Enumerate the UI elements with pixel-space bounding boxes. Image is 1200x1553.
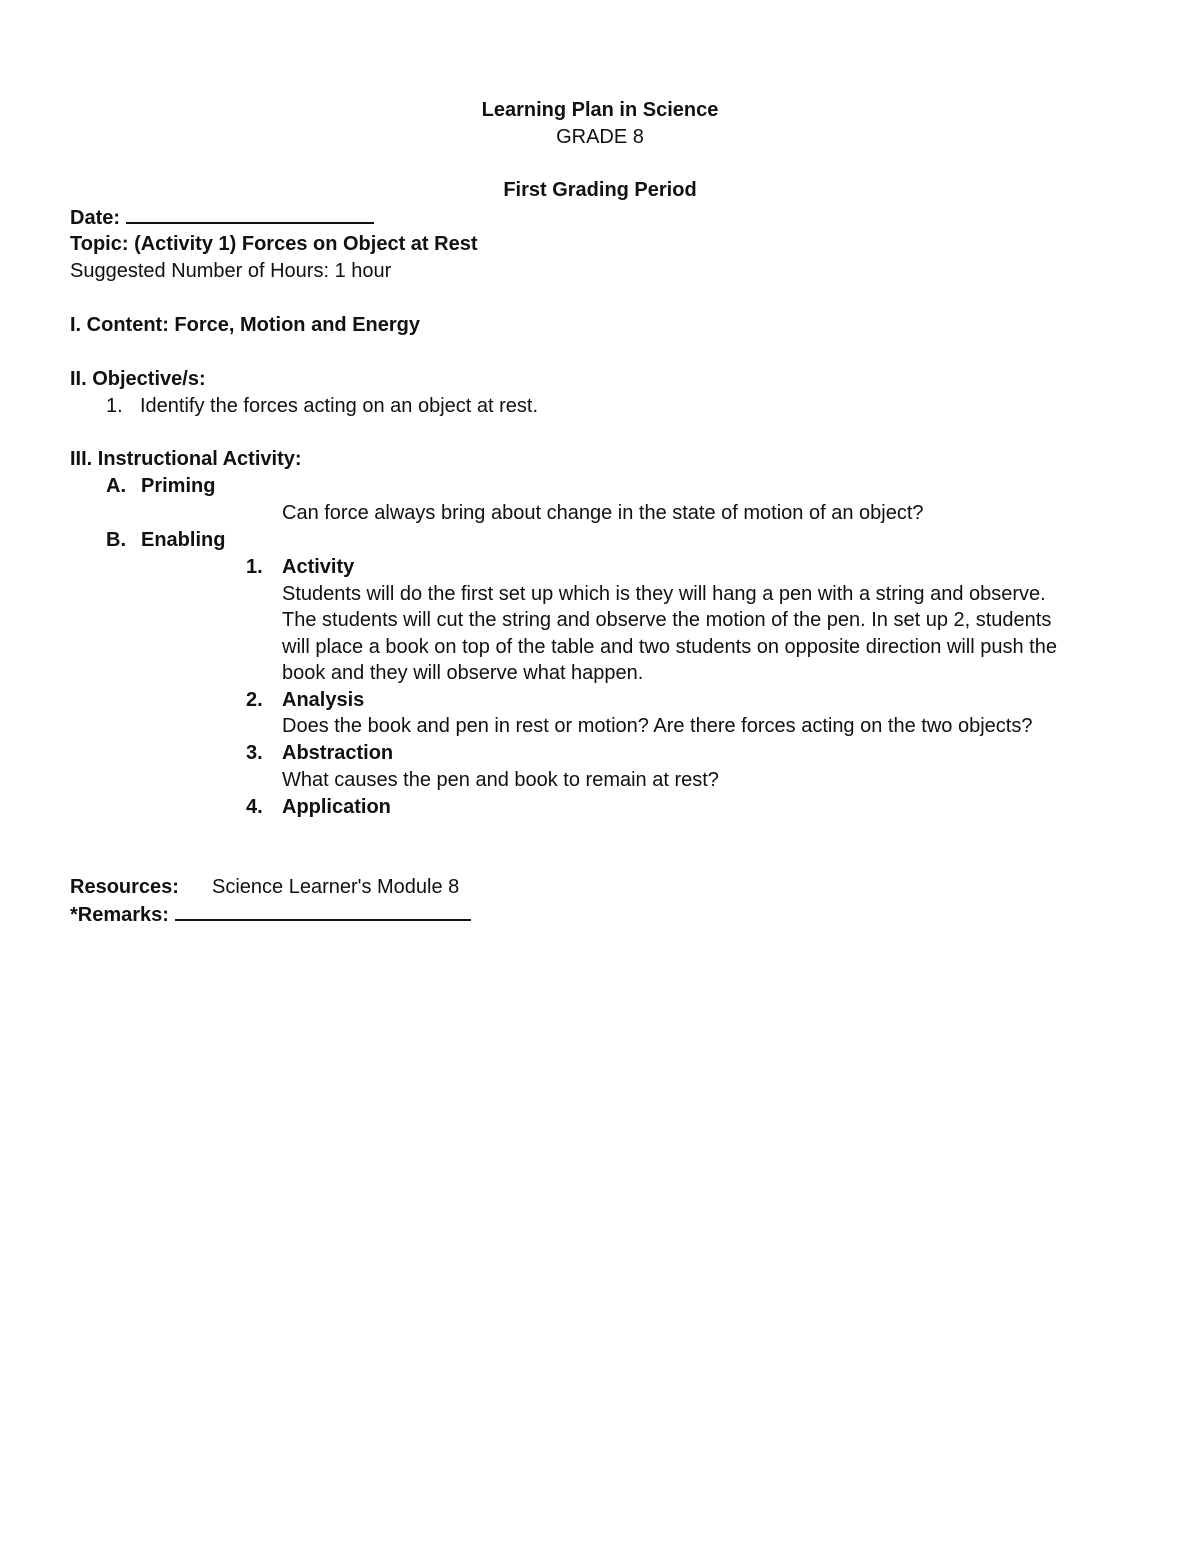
- step-application-label: Application: [282, 796, 391, 818]
- step-activity-label: Activity: [282, 556, 355, 578]
- document-title: Learning Plan in Science: [481, 99, 719, 121]
- step-number: 2.: [246, 689, 263, 711]
- objective-number: 1.: [106, 395, 123, 417]
- step-analysis-label: Analysis: [282, 689, 365, 711]
- activity-text-line: Students will do the first set up which is they will hang a pen with a string and observe.: [282, 583, 1046, 605]
- content-heading: I. Content: Force, Motion and Energy: [70, 314, 420, 336]
- priming-question: Can force always bring about change in the state of motion of an object?: [282, 502, 924, 524]
- remarks-blank-line: [175, 901, 471, 921]
- grading-period: First Grading Period: [503, 179, 697, 201]
- instructional-heading: III. Instructional Activity:: [70, 448, 302, 470]
- date-field: [70, 204, 374, 231]
- remarks-field: [70, 901, 471, 928]
- resources-value: Science Learner's Module 8: [212, 876, 460, 898]
- activity-text-line: book and they will observe what happen.: [282, 662, 644, 684]
- activity-text-line: The students will cut the string and observe the motion of the pen. In set up 2, students: [282, 609, 1052, 631]
- step-number: 3.: [246, 742, 263, 764]
- activity-text-line: will place a book on top of the table and two students on opposite direction will push the: [282, 636, 1057, 658]
- grade-level: GRADE 8: [556, 126, 644, 148]
- step-number: 1.: [246, 556, 263, 578]
- enabling-label: Enabling: [141, 529, 226, 551]
- priming-label: Priming: [141, 475, 216, 497]
- step-abstraction-label: Abstraction: [282, 742, 394, 764]
- date-label: Date:: [70, 207, 121, 229]
- topic-line: Topic: (Activity 1) Forces on Object at Rest: [70, 233, 478, 255]
- enabling-letter: B.: [106, 529, 126, 551]
- objectives-heading: II. Objective/s:: [70, 368, 206, 390]
- hours-line: Suggested Number of Hours: 1 hour: [70, 260, 392, 282]
- objective-text: Identify the forces acting on an object at rest.: [140, 395, 539, 417]
- date-blank-line: [126, 204, 374, 224]
- resources-label: Resources:: [70, 876, 179, 898]
- priming-letter: A.: [106, 475, 126, 497]
- remarks-label: *Remarks:: [70, 904, 169, 926]
- analysis-text-line: Does the book and pen in rest or motion? Are there forces acting on the two objects?: [282, 715, 1033, 737]
- abstraction-text-line: What causes the pen and book to remain at rest?: [282, 769, 719, 791]
- step-number: 4.: [246, 796, 263, 818]
